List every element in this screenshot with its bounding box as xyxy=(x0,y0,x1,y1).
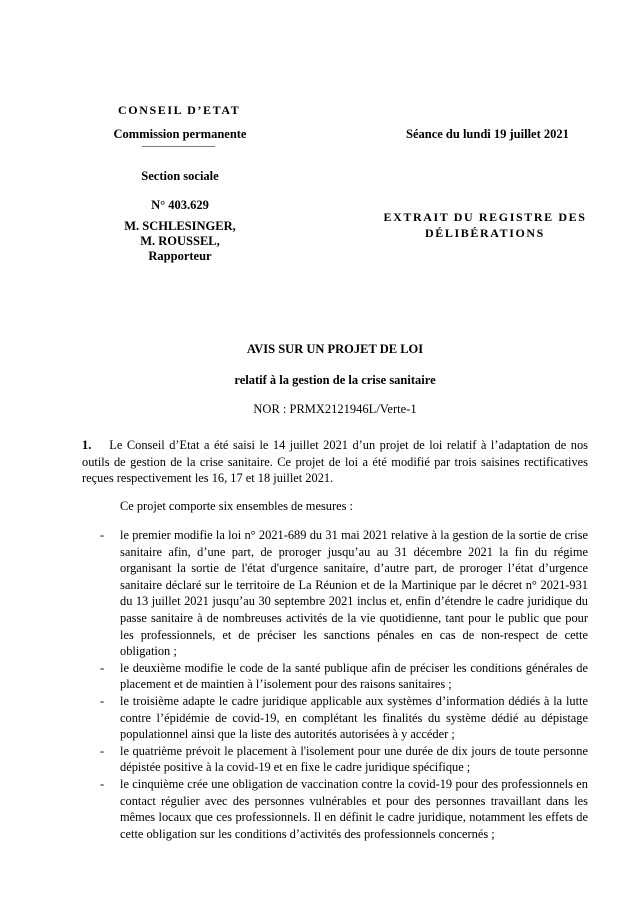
rapporteur-name-1: M. SCHLESINGER, xyxy=(124,219,236,233)
rapporteur-name-2: M. ROUSSEL, xyxy=(140,234,220,248)
list-item: - le troisième adapte le cadre juridique applicable aux systèmes d’information dédiés à la lutte contre l’épidémie de covid-19, en complétant les finalités du système dédié au dépistage populationnel ainsi que la liste des autorités autorisées à y accéder ; xyxy=(100,693,588,742)
commission-label: Commission permanente xyxy=(113,127,247,141)
extract-title-line1: EXTRAIT DU REGISTRE DES xyxy=(383,210,587,224)
list-bullet: - xyxy=(100,528,105,542)
list-item: - le cinquième crée une obligation de vaccination contre la covid-19 pour des professionnels en contact régulier avec des personnes vulnérables et pour des personnes travaillant dans les mêmes locaux que ces professionnels. Il en définit le cadre juridique, notamment les effets de cette obligation sur les conditions d’activités des professionnels concernés ; xyxy=(100,776,588,841)
rapporteur-label: Rapporteur xyxy=(148,249,212,263)
case-number: N° 403.629 xyxy=(151,198,209,212)
header-separator: ———————— xyxy=(142,141,214,152)
measures-list xyxy=(100,527,588,842)
extract-title-line2: DÉLIBÉRATIONS xyxy=(425,226,545,240)
paragraph-1-text: Le Conseil d’Etat a été saisi le 14 juillet 2021 d’un projet de loi relatif à l’adaptation de nos outils de gestion de la crise sanitaire. Ce projet de loi a été modifié par trois saisines rectificatives reçues respectivement les 16, 17 et 18 juillet 2021. xyxy=(82,438,588,486)
list-bullet: - xyxy=(100,660,105,675)
section-label: Section sociale xyxy=(141,169,219,183)
document-title: AVIS SUR UN PROJET DE LOI xyxy=(246,342,424,356)
session-date: Séance du lundi 19 juillet 2021 xyxy=(406,127,569,141)
list-bullet: - xyxy=(100,743,105,758)
list-item: - le premier modifie la loi n° 2021-689 du 31 mai 2021 relative à la gestion de la sortie de crise sanitaire afin, d’une part, de proroger jusqu’au au 31 décembre 2021 la fin du régime organisant la sortie de l'état d'urgence sanitaire, d’autre part, de proroger l’état d’urgence sanitaire déclaré sur le territoire de La Réunion et de la Martinique par le décret n° 2021-931 du 13 juillet 2021 jusqu’au 30 septembre 2021 inclus et, enfin d’étendre le cadre juridique du passe sanitaire à de nombreuses activités de la vie quotidienne, tant pour le public que pour les professionnels, et de préciser les sanctions pénales en cas de non-respect de cette obligation ; xyxy=(100,528,588,659)
institution-name: CONSEIL D’ETAT xyxy=(118,103,241,117)
paragraph-2: Ce projet comporte six ensembles de mesures : xyxy=(120,499,353,513)
document-subtitle: relatif à la gestion de la crise sanitaire xyxy=(234,373,436,387)
paragraph-1 xyxy=(82,437,588,487)
nor-reference: NOR : PRMX2121946L/Verte-1 xyxy=(253,402,417,416)
list-bullet: - xyxy=(100,776,105,791)
list-item: - le deuxième modifie le code de la santé publique afin de préciser les conditions générales de placement et de maintien à l’isolement pour des raisons sanitaires ; xyxy=(100,660,588,692)
list-bullet: - xyxy=(100,693,105,708)
list-item: - le quatrième prévoit le placement à l'isolement pour une durée de dix jours de toute personne dépistée positive à la covid-19 et en fixe le cadre juridique spécifique ; xyxy=(100,743,588,775)
paragraph-number: 1. xyxy=(82,438,92,452)
